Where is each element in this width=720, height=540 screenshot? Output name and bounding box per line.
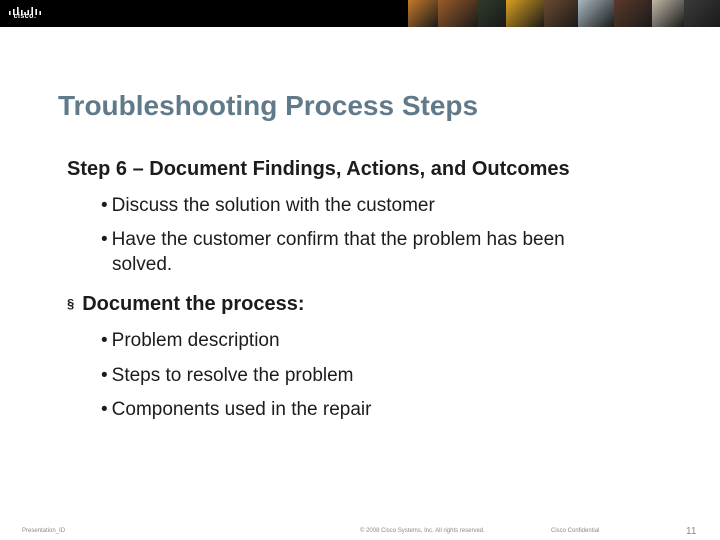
header-photo <box>438 0 478 27</box>
slide-title: Troubleshooting Process Steps <box>58 90 479 121</box>
bullet-text: Problem description <box>111 330 280 351</box>
header-photo-strip <box>408 0 720 27</box>
section-bullet <box>101 328 661 353</box>
bullet-dot: • <box>101 229 108 250</box>
section-heading-row <box>67 293 305 316</box>
step-bullet <box>101 193 661 218</box>
bullet-text: Discuss the solution with the customer <box>111 195 435 216</box>
logo-wordmark: cisco. <box>13 13 37 20</box>
footer-presentation-id: Presentation_ID <box>22 528 66 534</box>
step-bullet-continuation: solved. <box>112 254 173 275</box>
footer-copyright: © 2008 Cisco Systems, Inc. All rights reserved. <box>360 528 485 534</box>
header-photo <box>614 0 652 27</box>
header-banner <box>0 0 720 27</box>
bullet-text: Steps to resolve the problem <box>111 365 354 386</box>
bullet-dot: • <box>101 365 108 386</box>
header-photo <box>684 0 720 27</box>
page-number: 11 <box>686 526 697 537</box>
section-bullet <box>101 363 661 388</box>
bullet-text: Components used in the repair <box>111 399 372 420</box>
header-photo <box>506 0 544 27</box>
header-photo <box>408 0 438 27</box>
header-photo <box>652 0 684 27</box>
header-photo <box>578 0 614 27</box>
bullet-dot: • <box>101 330 108 351</box>
cisco-logo <box>7 3 43 23</box>
footer-confidential: Cisco Confidential <box>551 528 600 534</box>
section-bullet <box>101 397 661 422</box>
section-heading: Document the process: <box>82 293 305 315</box>
bullet-dot: • <box>101 399 108 420</box>
bullet-text: Have the customer confirm that the problem has been <box>111 229 565 250</box>
step-bullet <box>101 227 661 252</box>
header-photo <box>544 0 578 27</box>
section-bullet-icon: § <box>67 296 75 311</box>
header-photo <box>478 0 506 27</box>
bullet-dot: • <box>101 195 108 216</box>
step-heading: Step 6 – Document Findings, Actions, and Outcomes <box>67 158 570 180</box>
